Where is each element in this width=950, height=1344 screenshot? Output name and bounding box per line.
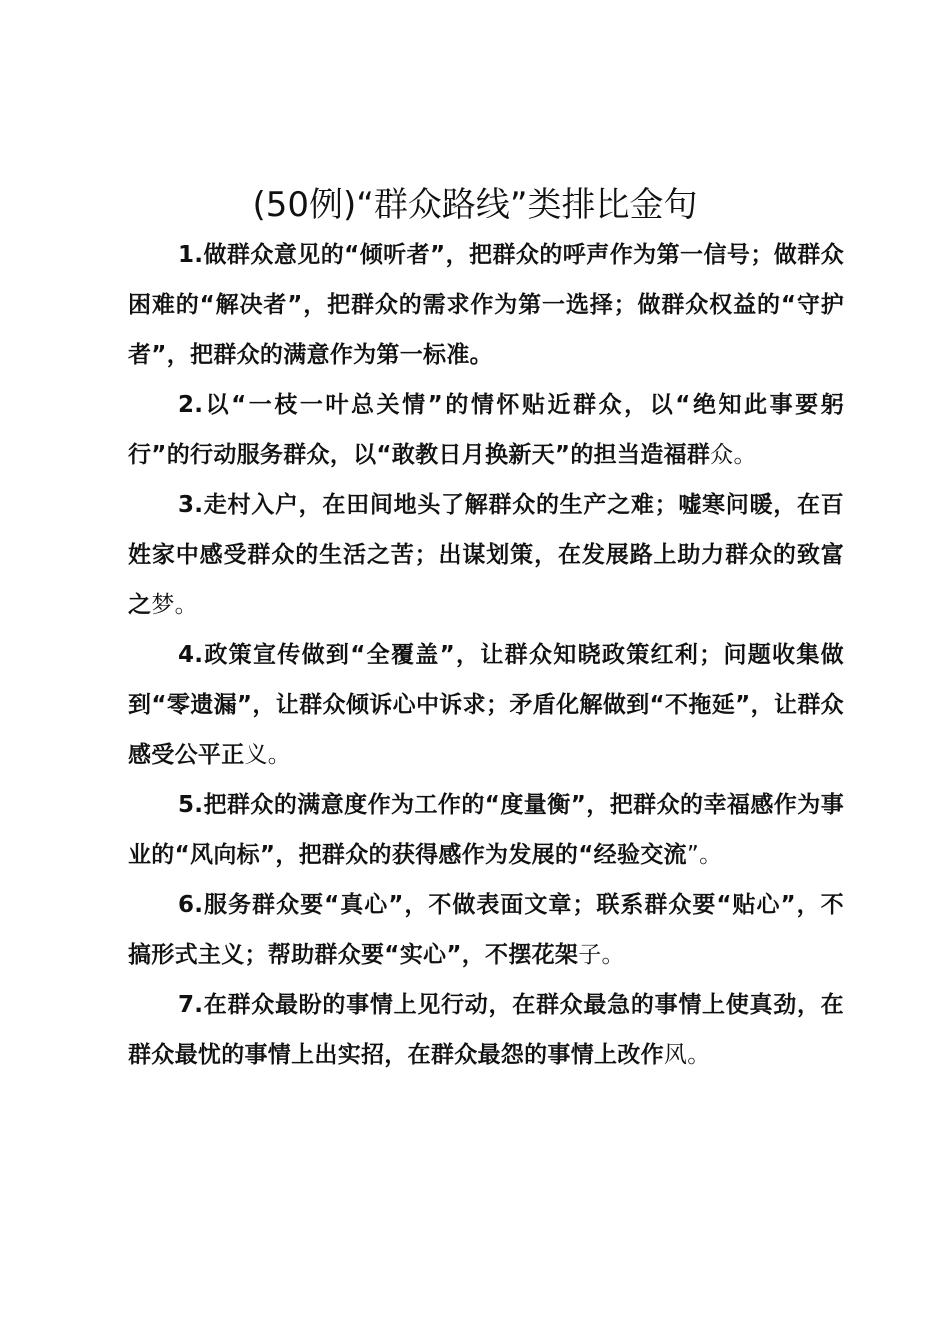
document-title: (50例)“群众路线”类排比金句 bbox=[252, 185, 698, 225]
paragraph-7 bbox=[128, 980, 844, 1080]
paragraph-text: 5.把群众的满意度作为工作的“度量衡”，把群众的幸福感作为事业的“风向标”，把群众的获得感作为发展的“经验交流 bbox=[128, 792, 844, 868]
paragraph-text: 1.做群众意见的“倾听者”，把群众的呼声作为第一信号；做群众困难的“解决者”，把群众的需求作为第一选择；做群众权益的“守护者”，把群众的满意作为第一标准。 bbox=[128, 242, 844, 368]
paragraph-tail: 梦。 bbox=[151, 592, 198, 618]
paragraph-text: 3.走村入户，在田间地头了解群众的生产之难；嘘寒问暖，在百姓家中感受群众的生活之苦；出谋划策，在发展路上助力群众的致富之 bbox=[128, 492, 844, 618]
paragraph-tail: 众。 bbox=[710, 442, 757, 468]
paragraph-tail: ”。 bbox=[686, 842, 723, 868]
document-body bbox=[128, 230, 844, 1080]
paragraph-3 bbox=[128, 480, 844, 630]
paragraph-text: 4.政策宣传做到“全覆盖”，让群众知晓政策红利；问题收集做到“零遗漏”，让群众倾诉心中诉求；矛盾化解做到“不拖延”，让群众感受公平正 bbox=[128, 642, 844, 768]
paragraph-text: 7.在群众最盼的事情上见行动，在群众最急的事情上使真劲，在群众最忧的事情上出实招，在群众最怨的事情上改作 bbox=[128, 992, 844, 1068]
paragraph-tail: 义。 bbox=[244, 742, 292, 768]
paragraph-2 bbox=[128, 380, 844, 480]
paragraph-text: 2.以“一枝一叶总关情”的情怀贴近群众，以“绝知此事要躬行”的行动服务群众，以“敢教日月换新天”的担当造福群 bbox=[128, 392, 844, 468]
paragraph-tail: 风。 bbox=[663, 1042, 711, 1068]
paragraph-text: 6.服务群众要“真心”，不做表面文章；联系群众要“贴心”，不搞形式主义；帮助群众要“实心”，不摆花架 bbox=[128, 892, 844, 968]
paragraph-4 bbox=[128, 630, 844, 780]
paragraph-1 bbox=[128, 230, 844, 380]
paragraph-tail: 子。 bbox=[578, 942, 625, 968]
paragraph-5 bbox=[128, 780, 844, 880]
paragraph-6 bbox=[128, 880, 844, 980]
